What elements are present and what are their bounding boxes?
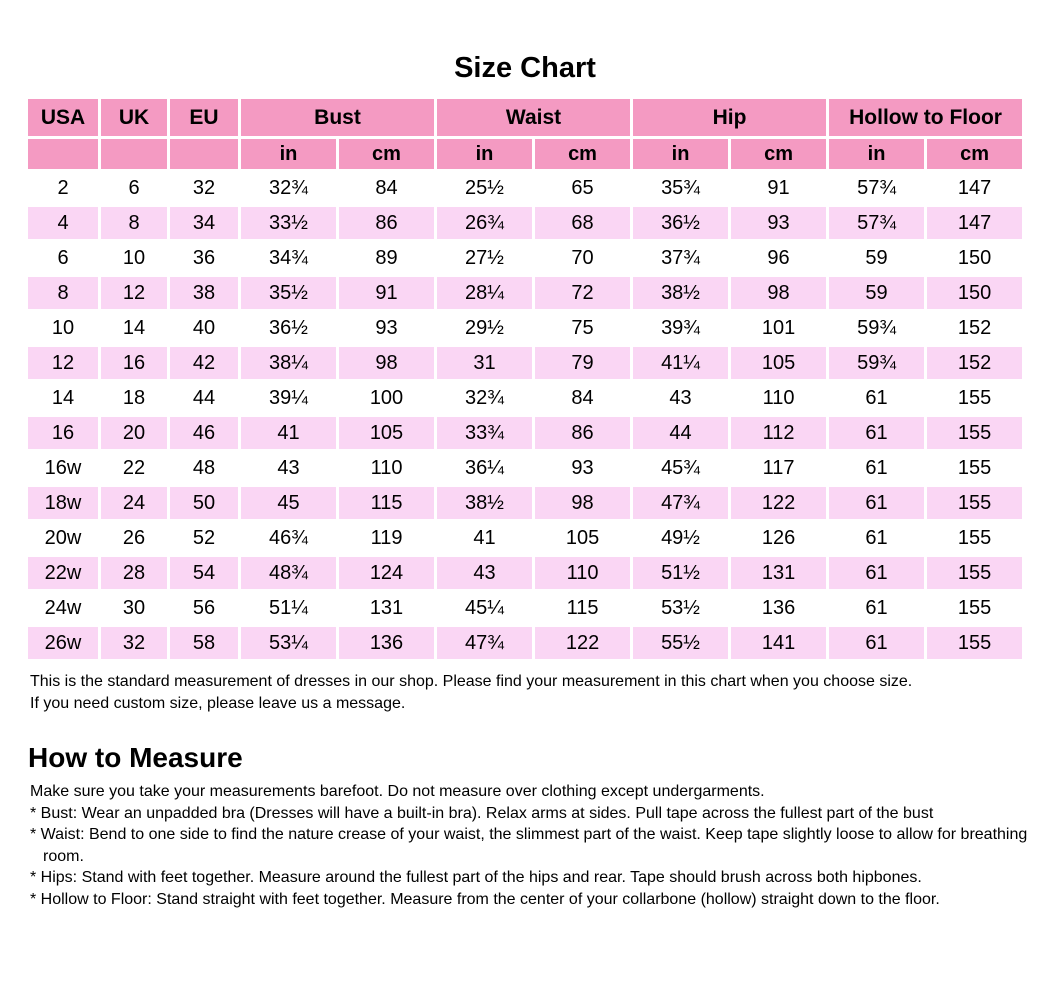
- size-cell: 50: [170, 487, 238, 519]
- size-cell: 6: [101, 172, 167, 204]
- size-cell: 27½: [437, 242, 532, 274]
- size-cell: 56: [170, 592, 238, 624]
- size-cell: 40: [170, 312, 238, 344]
- size-cell: 48: [170, 452, 238, 484]
- size-cell: 84: [339, 172, 434, 204]
- size-cell: 61: [829, 557, 924, 589]
- size-cell: 8: [101, 207, 167, 239]
- size-cell: 61: [829, 452, 924, 484]
- size-cell: 124: [339, 557, 434, 589]
- size-cell: 25½: [437, 172, 532, 204]
- size-cell: 155: [927, 627, 1022, 659]
- size-cell: 75: [535, 312, 630, 344]
- size-cell: 44: [633, 417, 728, 449]
- size-cell: 14: [28, 382, 98, 414]
- size-cell: 150: [927, 242, 1022, 274]
- column-header-waist: Waist: [437, 99, 630, 136]
- size-cell: 89: [339, 242, 434, 274]
- measure-instructions: [30, 781, 1038, 910]
- size-cell: 91: [339, 277, 434, 309]
- size-row-14: [28, 382, 1022, 414]
- size-cell: 105: [339, 417, 434, 449]
- note-line-2: If you need custom size, please leave us a message.: [30, 695, 406, 712]
- note-block: [30, 671, 1030, 715]
- size-cell: 46¾: [241, 522, 336, 554]
- size-cell: 45¾: [633, 452, 728, 484]
- size-cell: 59: [829, 242, 924, 274]
- size-cell: 43: [241, 452, 336, 484]
- size-cell: 47¾: [633, 487, 728, 519]
- size-cell: 72: [535, 277, 630, 309]
- size-cell: 68: [535, 207, 630, 239]
- size-cell: 105: [535, 522, 630, 554]
- size-cell: 58: [170, 627, 238, 659]
- size-cell: 86: [339, 207, 434, 239]
- size-cell: 59: [829, 277, 924, 309]
- measure-line-1: Make sure you take your measurements barefoot. Do not measure over clothing except undergarments.: [30, 783, 765, 800]
- size-cell: 46: [170, 417, 238, 449]
- size-row-16w: [28, 452, 1022, 484]
- unit-header-blank-1: [101, 139, 167, 169]
- size-cell: 152: [927, 347, 1022, 379]
- size-cell: 29½: [437, 312, 532, 344]
- size-cell: 49½: [633, 522, 728, 554]
- size-cell: 57¾: [829, 207, 924, 239]
- size-cell: 57¾: [829, 172, 924, 204]
- size-cell: 32: [170, 172, 238, 204]
- size-cell: 147: [927, 172, 1022, 204]
- size-cell: 2: [28, 172, 98, 204]
- table-header-group-row: [28, 99, 1022, 136]
- size-cell: 61: [829, 382, 924, 414]
- size-cell: 98: [339, 347, 434, 379]
- size-cell: 44: [170, 382, 238, 414]
- size-cell: 35¾: [633, 172, 728, 204]
- size-cell: 122: [535, 627, 630, 659]
- size-cell: 150: [927, 277, 1022, 309]
- unit-header-cm-10: cm: [927, 139, 1022, 169]
- size-cell: 33¾: [437, 417, 532, 449]
- unit-header-blank-2: [170, 139, 238, 169]
- size-cell: 36½: [241, 312, 336, 344]
- size-cell: 131: [339, 592, 434, 624]
- table-header: [28, 99, 1022, 169]
- size-cell: 119: [339, 522, 434, 554]
- size-cell: 110: [731, 382, 826, 414]
- size-row-4: [28, 207, 1022, 239]
- unit-header-in-3: in: [241, 139, 336, 169]
- size-cell: 36½: [633, 207, 728, 239]
- size-row-22w: [28, 557, 1022, 589]
- size-cell: 38: [170, 277, 238, 309]
- size-cell: 61: [829, 627, 924, 659]
- size-cell: 122: [731, 487, 826, 519]
- size-cell: 6: [28, 242, 98, 274]
- size-cell: 100: [339, 382, 434, 414]
- column-header-bust: Bust: [241, 99, 434, 136]
- size-cell: 155: [927, 522, 1022, 554]
- size-cell: 110: [339, 452, 434, 484]
- size-cell: 16: [101, 347, 167, 379]
- size-cell: 32¾: [437, 382, 532, 414]
- size-row-26w: [28, 627, 1022, 659]
- size-cell: 70: [535, 242, 630, 274]
- size-row-24w: [28, 592, 1022, 624]
- size-cell: 155: [927, 417, 1022, 449]
- size-cell: 105: [731, 347, 826, 379]
- size-cell: 112: [731, 417, 826, 449]
- size-cell: 53¼: [241, 627, 336, 659]
- size-cell: 34¾: [241, 242, 336, 274]
- size-row-20w: [28, 522, 1022, 554]
- size-row-8: [28, 277, 1022, 309]
- size-cell: 39¾: [633, 312, 728, 344]
- unit-header-blank-0: [28, 139, 98, 169]
- size-cell: 155: [927, 382, 1022, 414]
- unit-header-in-5: in: [437, 139, 532, 169]
- size-cell: 24: [101, 487, 167, 519]
- table-body: [28, 172, 1022, 659]
- size-cell: 43: [437, 557, 532, 589]
- size-cell: 20w: [28, 522, 98, 554]
- unit-header-cm-6: cm: [535, 139, 630, 169]
- size-cell: 41: [241, 417, 336, 449]
- size-cell: 79: [535, 347, 630, 379]
- table-header-units-row: [28, 139, 1022, 169]
- size-cell: 96: [731, 242, 826, 274]
- size-cell: 22: [101, 452, 167, 484]
- column-header-eu: EU: [170, 99, 238, 136]
- size-cell: 126: [731, 522, 826, 554]
- column-header-usa: USA: [28, 99, 98, 136]
- size-cell: 155: [927, 452, 1022, 484]
- size-cell: 26: [101, 522, 167, 554]
- size-cell: 59¾: [829, 347, 924, 379]
- size-cell: 18w: [28, 487, 98, 519]
- size-cell: 31: [437, 347, 532, 379]
- size-cell: 98: [731, 277, 826, 309]
- size-cell: 55½: [633, 627, 728, 659]
- unit-header-cm-8: cm: [731, 139, 826, 169]
- size-cell: 59¾: [829, 312, 924, 344]
- size-cell: 32: [101, 627, 167, 659]
- size-cell: 37¾: [633, 242, 728, 274]
- measure-line-2: * Bust: Wear an unpadded bra (Dresses will have a built-in bra). Relax arms at sides. Pull tape across the fullest part of the bust: [30, 804, 934, 822]
- size-cell: 147: [927, 207, 1022, 239]
- column-header-uk: UK: [101, 99, 167, 136]
- size-cell: 61: [829, 592, 924, 624]
- size-cell: 42: [170, 347, 238, 379]
- size-cell: 41¼: [633, 347, 728, 379]
- size-cell: 136: [731, 592, 826, 624]
- size-cell: 54: [170, 557, 238, 589]
- size-row-18w: [28, 487, 1022, 519]
- size-cell: 115: [535, 592, 630, 624]
- size-cell: 26¾: [437, 207, 532, 239]
- column-header-hip: Hip: [633, 99, 826, 136]
- size-cell: 39¼: [241, 382, 336, 414]
- size-cell: 38½: [437, 487, 532, 519]
- size-cell: 12: [28, 347, 98, 379]
- size-cell: 24w: [28, 592, 98, 624]
- size-cell: 52: [170, 522, 238, 554]
- size-cell: 61: [829, 487, 924, 519]
- size-cell: 61: [829, 522, 924, 554]
- size-cell: 16w: [28, 452, 98, 484]
- size-cell: 30: [101, 592, 167, 624]
- size-cell: 4: [28, 207, 98, 239]
- size-cell: 155: [927, 487, 1022, 519]
- size-cell: 131: [731, 557, 826, 589]
- size-cell: 12: [101, 277, 167, 309]
- size-cell: 47¾: [437, 627, 532, 659]
- size-cell: 93: [535, 452, 630, 484]
- measure-line-3: * Waist: Bend to one side to find the nature crease of your waist, the slimmest part of the waist. Keep tape slightly loose to allow for breathing room.: [30, 826, 1028, 865]
- size-row-6: [28, 242, 1022, 274]
- size-cell: 36¼: [437, 452, 532, 484]
- size-cell: 38¼: [241, 347, 336, 379]
- column-header-hollow-to-floor: Hollow to Floor: [829, 99, 1022, 136]
- size-cell: 34: [170, 207, 238, 239]
- unit-header-cm-4: cm: [339, 139, 434, 169]
- size-cell: 152: [927, 312, 1022, 344]
- size-cell: 48¾: [241, 557, 336, 589]
- size-chart-table: [25, 96, 1025, 662]
- page-title: Size Chart: [454, 52, 596, 84]
- size-cell: 53½: [633, 592, 728, 624]
- size-cell: 45¼: [437, 592, 532, 624]
- size-cell: 98: [535, 487, 630, 519]
- size-cell: 155: [927, 557, 1022, 589]
- size-cell: 14: [101, 312, 167, 344]
- size-cell: 51¼: [241, 592, 336, 624]
- size-cell: 65: [535, 172, 630, 204]
- size-cell: 26w: [28, 627, 98, 659]
- note-line-1: This is the standard measurement of dresses in our shop. Please find your measurement in this chart when you choose size.: [30, 673, 913, 690]
- size-cell: 110: [535, 557, 630, 589]
- size-cell: 22w: [28, 557, 98, 589]
- size-cell: 91: [731, 172, 826, 204]
- size-cell: 10: [101, 242, 167, 274]
- size-cell: 28¼: [437, 277, 532, 309]
- size-cell: 41: [437, 522, 532, 554]
- size-cell: 51½: [633, 557, 728, 589]
- size-cell: 20: [101, 417, 167, 449]
- size-cell: 16: [28, 417, 98, 449]
- size-cell: 93: [731, 207, 826, 239]
- size-cell: 155: [927, 592, 1022, 624]
- size-cell: 18: [101, 382, 167, 414]
- how-to-measure-heading: How to Measure: [28, 742, 243, 773]
- size-cell: 93: [339, 312, 434, 344]
- size-row-10: [28, 312, 1022, 344]
- size-cell: 45: [241, 487, 336, 519]
- measure-line-4: * Hips: Stand with feet together. Measure around the fullest part of the hips and rear. Tape should brush across both hipbones.: [30, 869, 922, 886]
- unit-header-in-9: in: [829, 139, 924, 169]
- size-cell: 101: [731, 312, 826, 344]
- size-cell: 36: [170, 242, 238, 274]
- size-cell: 141: [731, 627, 826, 659]
- size-row-2: [28, 172, 1022, 204]
- size-cell: 38½: [633, 277, 728, 309]
- size-cell: 8: [28, 277, 98, 309]
- size-cell: 115: [339, 487, 434, 519]
- size-cell: 86: [535, 417, 630, 449]
- measure-line-5: * Hollow to Floor: Stand straight with feet together. Measure from the center of your collarbone (hollow) straight down to the floor.: [30, 890, 940, 908]
- size-row-16: [28, 417, 1022, 449]
- size-cell: 117: [731, 452, 826, 484]
- size-cell: 35½: [241, 277, 336, 309]
- size-cell: 28: [101, 557, 167, 589]
- size-cell: 10: [28, 312, 98, 344]
- size-row-12: [28, 347, 1022, 379]
- size-cell: 136: [339, 627, 434, 659]
- size-cell: 33½: [241, 207, 336, 239]
- unit-header-in-7: in: [633, 139, 728, 169]
- size-cell: 61: [829, 417, 924, 449]
- size-cell: 84: [535, 382, 630, 414]
- size-cell: 32¾: [241, 172, 336, 204]
- size-cell: 43: [633, 382, 728, 414]
